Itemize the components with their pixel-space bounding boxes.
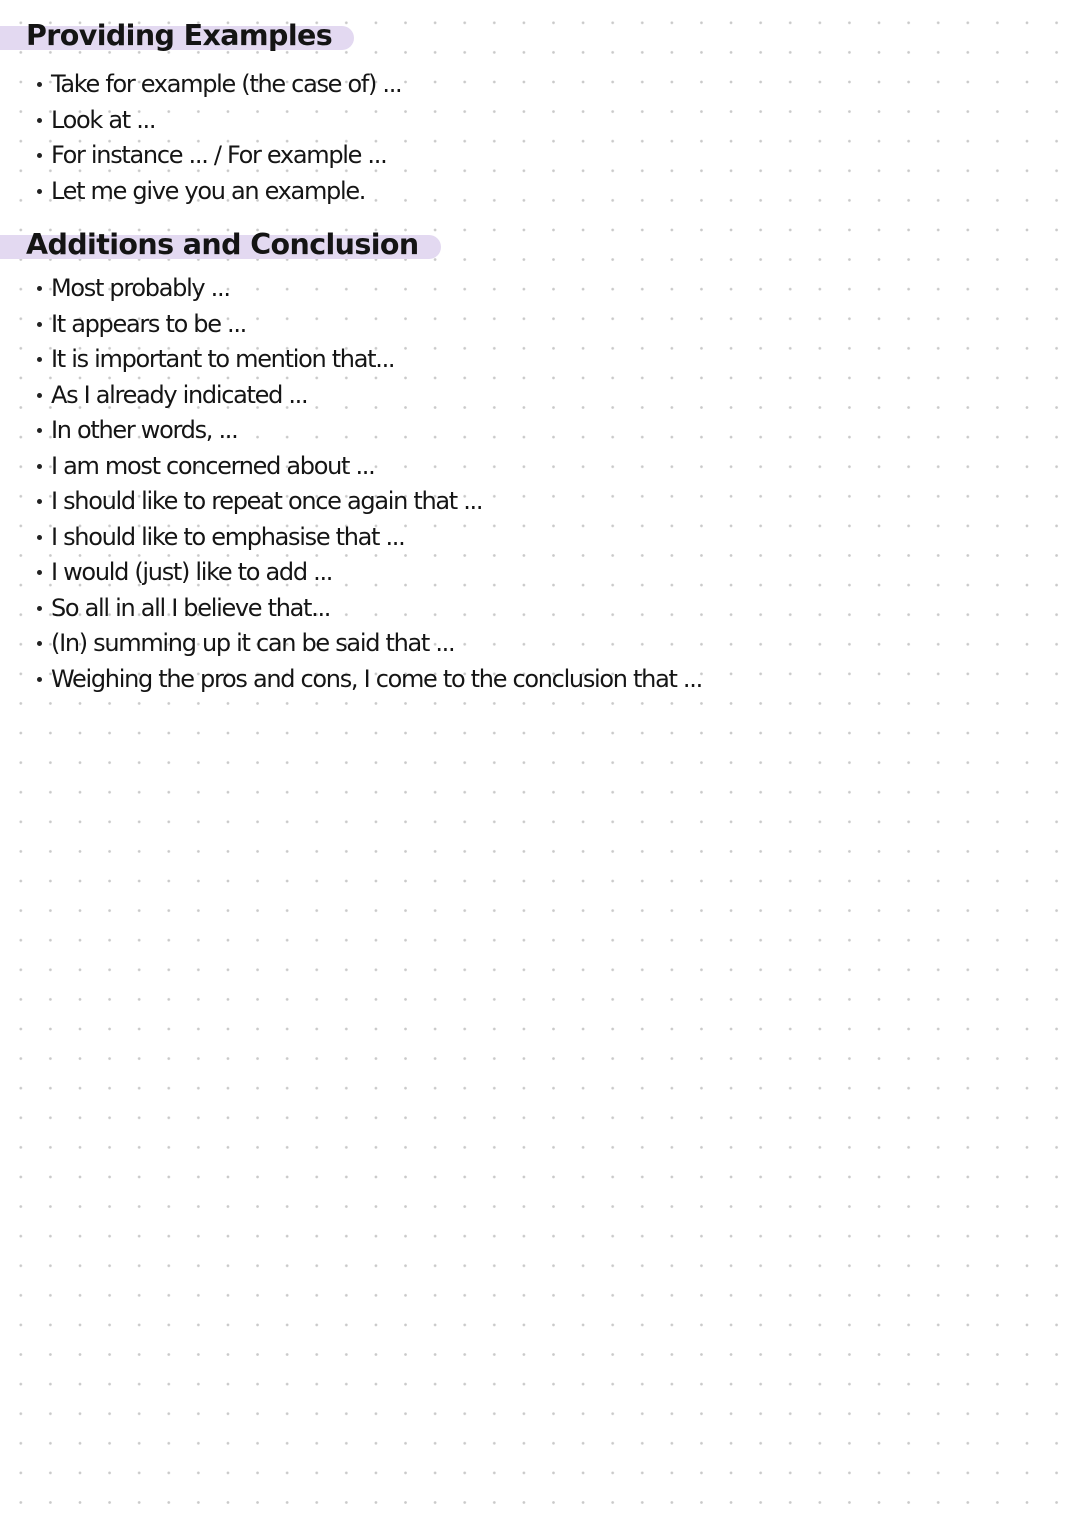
bullet-icon (37, 153, 42, 158)
list-item (37, 271, 937, 307)
list-item (37, 67, 937, 103)
list-item-text: It is important to mention that... (51, 345, 395, 373)
list-item-text: Weighing the pros and cons, I come to the conclusion that ... (51, 664, 702, 693)
list-item (37, 591, 937, 627)
list-item-text: I am most concerned about ... (51, 451, 375, 480)
bullet-icon (37, 499, 42, 504)
list-item-text: So all in all I believe that... (51, 593, 331, 622)
bullet-icon (37, 570, 42, 575)
bullet-icon (37, 357, 42, 362)
list-item-text: Look at ... (51, 105, 156, 134)
list-item (37, 555, 937, 591)
list-item (37, 449, 937, 485)
list-item (37, 413, 937, 449)
section-additions-and-conclusion (0, 223, 702, 693)
section-heading (0, 223, 441, 267)
list-item (37, 662, 937, 698)
list-item (37, 174, 937, 210)
list-item-text: Let me give you an example. (51, 176, 366, 205)
list-item-text: I should like to repeat once again that ... (51, 487, 483, 515)
bullet-icon (37, 82, 42, 87)
list-item-text: (In) summing up it can be said that ... (51, 629, 455, 657)
list-item (37, 484, 937, 520)
list-item (37, 138, 937, 174)
list-item-text: In other words, ... (51, 416, 238, 444)
section-heading (0, 14, 354, 58)
phrase-list (37, 67, 937, 209)
list-item (37, 307, 937, 343)
bullet-icon (37, 677, 42, 682)
bullet-icon (37, 118, 42, 123)
list-item (37, 626, 937, 662)
bullet-icon (37, 641, 42, 646)
list-item (37, 520, 937, 556)
section-providing-examples (0, 14, 402, 205)
list-item (37, 103, 937, 139)
bullet-icon (37, 535, 42, 540)
bullet-icon (37, 464, 42, 469)
list-item-text: For instance ... / For example ... (51, 141, 387, 169)
list-item-text: I should like to emphasise that ... (51, 522, 405, 551)
bullet-icon (37, 606, 42, 611)
bullet-icon (37, 286, 42, 291)
list-item-text: Take for example (the case of) ... (51, 70, 402, 98)
list-item (37, 378, 937, 414)
bullet-icon (37, 393, 42, 398)
phrase-list (37, 271, 937, 697)
list-item-text: As I already indicated ... (51, 380, 308, 409)
list-item-text: It appears to be ... (51, 309, 247, 338)
list-item-text: Most probably ... (51, 274, 230, 302)
heading-text: Providing Examples (26, 19, 333, 52)
bullet-icon (37, 428, 42, 433)
list-item (37, 342, 937, 378)
bullet-icon (37, 322, 42, 327)
heading-text: Additions and Conclusion (26, 228, 419, 261)
list-item-text: I would (just) like to add ... (51, 558, 333, 586)
bullet-icon (37, 189, 42, 194)
